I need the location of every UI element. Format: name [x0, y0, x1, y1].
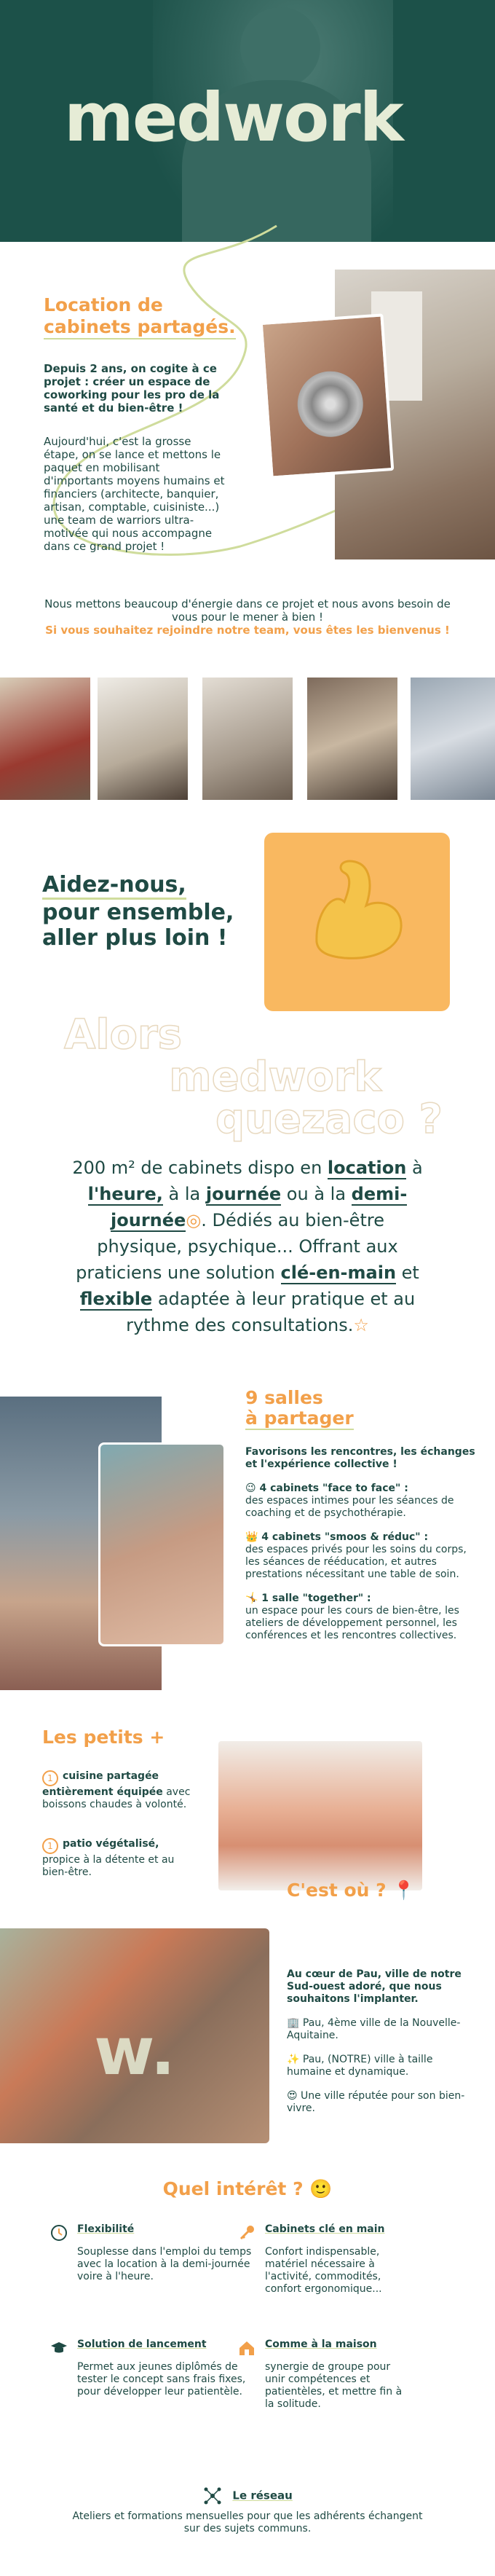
list-item: 1 patio végétalisé, propice à la détente et au bien-être.	[42, 1838, 175, 1878]
interet-item: Solution de lancement Permet aux jeunes diplômés de tester le concept sans frais fixes, pour développer leur patientèle.	[77, 2339, 252, 2398]
strip-photo-4	[307, 678, 397, 800]
list-item: 😍 Une ville réputée pour son bien-vivre.	[287, 2090, 465, 2114]
flexed-biceps-icon	[264, 833, 450, 1011]
hero-banner	[0, 0, 495, 242]
biceps-box	[264, 833, 450, 1011]
list-item: 🏢 Pau, 4ème ville de la Nouvelle-Aquitaine.	[287, 2017, 461, 2041]
strip-photo-5	[411, 678, 495, 800]
salles-title: 9 salles à partager	[245, 1387, 354, 1429]
list-item: ✨ Pau, (NOTRE) ville à taille humaine et dynamique.	[287, 2054, 433, 2078]
reseau-text: Ateliers et formations mensuelles pour que les adhérents échangent sur des sujets communs.	[72, 2510, 423, 2534]
list-item: 👑 4 cabinets "smoos & réduc" : des espaces privés pour les soins du corps, les séances de rééducation, et autres prestations nécessitant une table de soin.	[245, 1531, 467, 1580]
intro-paragraph: 200 m² de cabinets dispo en location à l'heure, à la journée ou à la demi-journée◎. Dédiés au bien-être physique, psychique... Offrant aux praticiens une solution clé-en-main et flexible adaptée à leur pratique et au rythme des consultations.☆	[72, 1158, 423, 1335]
list-item: 1 cuisine partagée entièrement équipée avec boissons chaudes à volonté.	[42, 1770, 191, 1810]
strip-photo-1	[0, 678, 90, 800]
reseau-title: Le réseau	[0, 2486, 495, 2506]
list-item: 🤸 1 salle "together" : un espace pour les cours de bien-être, les ateliers de développement personnel, les conférences et les rencontres collectives.	[245, 1593, 459, 1641]
svg-text:w.: w.	[94, 2014, 175, 2090]
star-icon: ☆	[353, 1315, 369, 1335]
aidez-heading: Aidez-nous, pour ensemble, aller plus loin !	[42, 872, 234, 951]
aerial-map-photo	[0, 1928, 269, 2143]
interet-title: Quel intérêt ? 🙂	[162, 2178, 333, 2199]
key-icon	[237, 2223, 256, 2242]
salles-list: Favorisons les rencontres, les échanges et l'expérience collective ! 😉 4 cabinets "face to face" : des espaces intimes pour les séances de coaching et de psychothérapie. 👑 4 cabinets "smoos & réduc" : des espaces privés pour les soins du corps, les séances de rééducation, et autres prestations nécessitant une table de soin. 🤸 1 salle "together" : un espace pour les cours de bien-être, les ateliers de développement personnel, les conférences et les rencontres collectives.	[245, 1446, 480, 1654]
pin-icon: 📍	[392, 1880, 416, 1901]
interet-item: Flexibilité Souplesse dans l'emploi du temps avec la location à la demi-journée voire à l'heure.	[77, 2223, 252, 2283]
grinder-photo	[260, 313, 395, 479]
strip-photo-3	[202, 678, 293, 800]
join-text: Si vous souhaitez rejoindre notre team, vous êtes les bienvenus !	[45, 624, 450, 637]
target-icon: ◎	[186, 1210, 202, 1230]
cestou-list: Au cœur de Pau, ville de notre Sud-ouest adoré, que nous souhaitons l'implanter. 🏢 Pau, 4ème ville de la Nouvelle-Aquitaine. ✨ Pau, (NOTRE) ville à taille humaine et dynamique. 😍 Une ville réputée pour son bien-vivre.	[287, 1968, 469, 2115]
lead-paragraph: Depuis 2 ans, on cogite à ce projet : créer un espace de coworking pour les pro de la santé et du bien-être !	[44, 362, 220, 415]
interet-item: Comme à la maison synergie de groupe pour unir compétences et patientèles, et mettre fin à la solitude.	[265, 2339, 411, 2411]
medwork-logo: medwork	[64, 79, 403, 157]
medwork-w-logo	[0, 1928, 269, 2143]
section-title-location: Location de cabinets partagés.	[44, 294, 236, 339]
body-paragraph: Aujourd'hui, c'est la grosse étape, on se lance et mettons le paquet en mobilisant d'importants moyens humains et financiers (architecte, banquier, artisan, comptable, cuisiniste...) une team de warriors ultra-motivée qui nous accompagne dans ce grand projet !	[44, 435, 225, 553]
graduation-cap-icon	[50, 2339, 68, 2357]
energy-text: Nous mettons beaucoup d'énergie dans ce projet et nous avons besoin de vous pour le mener à bien !	[44, 597, 451, 624]
alors-heading: Alors medwork quezaco ?	[64, 1011, 443, 1143]
clock-icon	[50, 2223, 68, 2242]
house-icon	[237, 2339, 256, 2357]
massage-photo	[98, 1442, 226, 1646]
petits-title: Les petits +	[42, 1727, 165, 1748]
strip-photo-2	[98, 678, 188, 800]
network-icon	[202, 2486, 223, 2506]
kitchen-photo	[218, 1741, 422, 1890]
cestou-title: C'est où ? 📍	[287, 1880, 416, 1901]
interet-item: Cabinets clé en main Confort indispensable, matériel nécessaire à l'activité, commodités, confort ergonomique...	[265, 2223, 411, 2296]
list-item: 😉 4 cabinets "face to face" : des espaces intimes pour les séances de coaching et de psychothérapie.	[245, 1483, 454, 1519]
